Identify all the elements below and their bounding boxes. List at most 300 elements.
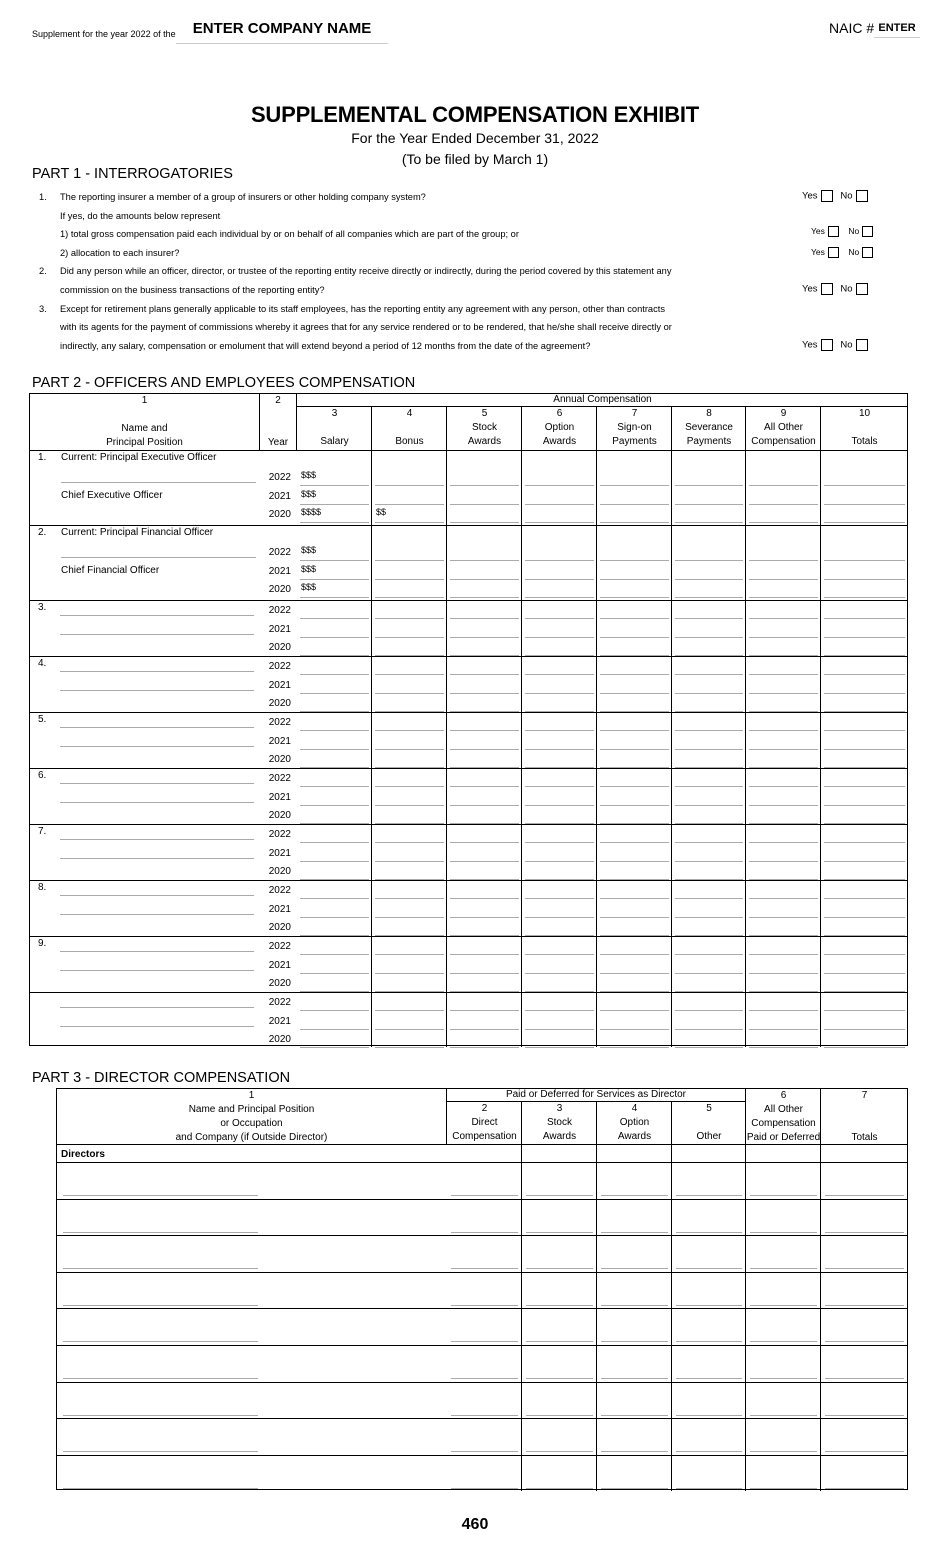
amount-field[interactable] <box>675 1010 743 1011</box>
amount-field[interactable] <box>750 1268 817 1269</box>
amount-field[interactable] <box>676 1305 742 1306</box>
amount-field[interactable] <box>824 637 905 638</box>
amount-field[interactable] <box>300 786 369 787</box>
name-field[interactable] <box>60 895 254 896</box>
amount-field[interactable] <box>600 973 669 974</box>
amount-field[interactable] <box>450 749 519 750</box>
amount-field[interactable] <box>450 674 519 675</box>
amount-field[interactable] <box>525 805 594 806</box>
amount-field[interactable] <box>525 730 594 731</box>
amount-field[interactable] <box>600 485 669 486</box>
q1a-yes-checkbox[interactable] <box>828 226 839 237</box>
amount-field[interactable] <box>749 693 818 694</box>
amount-field[interactable] <box>675 618 743 619</box>
amount-field[interactable] <box>675 504 743 505</box>
amount-field[interactable] <box>450 1047 519 1048</box>
amount-field[interactable] <box>375 823 444 824</box>
amount-field[interactable] <box>450 504 519 505</box>
amount-field[interactable] <box>825 1195 904 1196</box>
amount-field[interactable] <box>824 485 905 486</box>
amount-field[interactable] <box>526 1305 593 1306</box>
amount-field[interactable] <box>450 861 519 862</box>
amount-field[interactable] <box>824 954 905 955</box>
amount-field[interactable] <box>525 1047 594 1048</box>
amount-field[interactable] <box>375 898 444 899</box>
director-name-field[interactable] <box>63 1451 258 1452</box>
amount-field[interactable] <box>375 1010 444 1011</box>
amount-field[interactable] <box>600 879 669 880</box>
amount-field[interactable] <box>825 1415 904 1416</box>
amount-field[interactable] <box>525 1010 594 1011</box>
amount-field[interactable] <box>526 1378 593 1379</box>
amount-field[interactable] <box>600 560 669 561</box>
amount-field[interactable] <box>600 954 669 955</box>
amount-field[interactable] <box>525 991 594 992</box>
amount-field[interactable] <box>450 954 519 955</box>
amount-field[interactable] <box>450 935 519 936</box>
amount-field[interactable] <box>824 730 905 731</box>
amount-field[interactable] <box>300 805 369 806</box>
amount-field[interactable] <box>601 1341 668 1342</box>
amount-field[interactable] <box>749 973 818 974</box>
amount-field[interactable] <box>824 560 905 561</box>
amount-field[interactable] <box>300 1029 369 1030</box>
amount-field[interactable] <box>300 1047 369 1048</box>
name-field[interactable] <box>60 634 254 635</box>
amount-field[interactable] <box>600 767 669 768</box>
amount-field[interactable] <box>525 1029 594 1030</box>
amount-field[interactable] <box>525 637 594 638</box>
amount-field[interactable] <box>675 522 743 523</box>
officer-name-field[interactable] <box>61 557 256 558</box>
amount-field[interactable] <box>750 1488 817 1489</box>
director-name-field[interactable] <box>63 1341 258 1342</box>
amount-field[interactable] <box>675 637 743 638</box>
amount-field[interactable] <box>375 618 444 619</box>
amount-field[interactable] <box>450 973 519 974</box>
amount-field[interactable] <box>824 522 905 523</box>
amount-field[interactable] <box>526 1232 593 1233</box>
amount-field[interactable] <box>525 954 594 955</box>
amount-field[interactable] <box>675 954 743 955</box>
amount-field[interactable] <box>675 597 743 598</box>
amount-field[interactable] <box>525 504 594 505</box>
amount-field[interactable] <box>600 579 669 580</box>
name-field[interactable] <box>60 1026 254 1027</box>
amount-field[interactable] <box>450 767 519 768</box>
amount-field[interactable] <box>375 917 444 918</box>
amount-field[interactable] <box>675 805 743 806</box>
amount-field[interactable] <box>675 1029 743 1030</box>
amount-field[interactable] <box>525 842 594 843</box>
amount-field[interactable] <box>300 597 369 598</box>
amount-field[interactable] <box>300 898 369 899</box>
amount-field[interactable] <box>450 711 519 712</box>
amount-field[interactable] <box>600 711 669 712</box>
amount-field[interactable] <box>825 1488 904 1489</box>
amount-field[interactable] <box>749 597 818 598</box>
amount-field[interactable] <box>824 786 905 787</box>
amount-field[interactable] <box>749 823 818 824</box>
amount-field[interactable] <box>824 898 905 899</box>
amount-field[interactable] <box>600 1029 669 1030</box>
amount-field[interactable] <box>451 1268 518 1269</box>
amount-field[interactable] <box>450 655 519 656</box>
amount-field[interactable] <box>300 1010 369 1011</box>
amount-field[interactable] <box>676 1232 742 1233</box>
amount-field[interactable] <box>375 560 444 561</box>
amount-field[interactable] <box>749 935 818 936</box>
amount-field[interactable] <box>450 693 519 694</box>
amount-field[interactable] <box>675 879 743 880</box>
amount-field[interactable] <box>824 805 905 806</box>
amount-field[interactable] <box>825 1451 904 1452</box>
name-field[interactable] <box>60 783 254 784</box>
amount-field[interactable] <box>675 842 743 843</box>
amount-field[interactable] <box>375 935 444 936</box>
amount-field[interactable] <box>525 522 594 523</box>
amount-field[interactable] <box>450 1010 519 1011</box>
q3-no-checkbox[interactable] <box>856 339 868 351</box>
amount-field[interactable] <box>375 991 444 992</box>
amount-field[interactable] <box>600 823 669 824</box>
amount-field[interactable] <box>749 749 818 750</box>
amount-field[interactable] <box>601 1415 668 1416</box>
amount-field[interactable] <box>450 991 519 992</box>
amount-field[interactable] <box>600 637 669 638</box>
salary-value[interactable]: $$$$ <box>301 507 322 517</box>
amount-field[interactable] <box>825 1268 904 1269</box>
amount-field[interactable] <box>300 579 369 580</box>
amount-field[interactable] <box>375 674 444 675</box>
amount-field[interactable] <box>526 1415 593 1416</box>
director-name-field[interactable] <box>63 1305 258 1306</box>
amount-field[interactable] <box>450 1029 519 1030</box>
amount-field[interactable] <box>749 1047 818 1048</box>
amount-field[interactable] <box>525 693 594 694</box>
name-field[interactable] <box>60 615 254 616</box>
amount-field[interactable] <box>749 485 818 486</box>
amount-field[interactable] <box>375 954 444 955</box>
amount-field[interactable] <box>824 655 905 656</box>
amount-field[interactable] <box>675 823 743 824</box>
amount-field[interactable] <box>601 1305 668 1306</box>
amount-field[interactable] <box>676 1415 742 1416</box>
amount-field[interactable] <box>375 522 444 523</box>
amount-field[interactable] <box>749 842 818 843</box>
amount-field[interactable] <box>824 579 905 580</box>
amount-field[interactable] <box>450 618 519 619</box>
amount-field[interactable] <box>300 693 369 694</box>
salary-value[interactable]: $$$ <box>301 582 317 592</box>
amount-field[interactable] <box>675 655 743 656</box>
amount-field[interactable] <box>749 991 818 992</box>
amount-field[interactable] <box>525 597 594 598</box>
amount-field[interactable] <box>375 693 444 694</box>
name-field[interactable] <box>60 802 254 803</box>
amount-field[interactable] <box>600 991 669 992</box>
amount-field[interactable] <box>824 767 905 768</box>
amount-field[interactable] <box>750 1232 817 1233</box>
amount-field[interactable] <box>300 560 369 561</box>
amount-field[interactable] <box>825 1378 904 1379</box>
amount-field[interactable] <box>750 1341 817 1342</box>
amount-field[interactable] <box>526 1268 593 1269</box>
amount-field[interactable] <box>749 861 818 862</box>
amount-field[interactable] <box>450 579 519 580</box>
amount-field[interactable] <box>375 767 444 768</box>
q1b-no-checkbox[interactable] <box>862 247 873 258</box>
amount-field[interactable] <box>824 823 905 824</box>
amount-field[interactable] <box>824 973 905 974</box>
q1a-no-checkbox[interactable] <box>862 226 873 237</box>
amount-field[interactable] <box>675 861 743 862</box>
amount-field[interactable] <box>450 560 519 561</box>
amount-field[interactable] <box>749 879 818 880</box>
q1-yes-checkbox[interactable] <box>821 190 833 202</box>
amount-field[interactable] <box>676 1378 742 1379</box>
amount-field[interactable] <box>600 618 669 619</box>
amount-field[interactable] <box>749 711 818 712</box>
amount-field[interactable] <box>749 1029 818 1030</box>
amount-field[interactable] <box>824 1029 905 1030</box>
amount-field[interactable] <box>676 1268 742 1269</box>
name-field[interactable] <box>60 839 254 840</box>
amount-field[interactable] <box>600 935 669 936</box>
amount-field[interactable] <box>300 935 369 936</box>
amount-field[interactable] <box>375 579 444 580</box>
amount-field[interactable] <box>824 597 905 598</box>
officer-name-field[interactable] <box>61 482 256 483</box>
name-field[interactable] <box>60 951 254 952</box>
amount-field[interactable] <box>525 655 594 656</box>
amount-field[interactable] <box>675 973 743 974</box>
amount-field[interactable] <box>300 730 369 731</box>
amount-field[interactable] <box>525 674 594 675</box>
amount-field[interactable] <box>375 655 444 656</box>
amount-field[interactable] <box>375 749 444 750</box>
amount-field[interactable] <box>601 1268 668 1269</box>
amount-field[interactable] <box>450 730 519 731</box>
amount-field[interactable] <box>600 504 669 505</box>
amount-field[interactable] <box>451 1305 518 1306</box>
amount-field[interactable] <box>525 935 594 936</box>
amount-field[interactable] <box>526 1195 593 1196</box>
amount-field[interactable] <box>600 842 669 843</box>
amount-field[interactable] <box>451 1488 518 1489</box>
director-name-field[interactable] <box>63 1415 258 1416</box>
amount-field[interactable] <box>675 898 743 899</box>
q2-yes-checkbox[interactable] <box>821 283 833 295</box>
name-field[interactable] <box>60 970 254 971</box>
amount-field[interactable] <box>600 786 669 787</box>
amount-field[interactable] <box>676 1195 742 1196</box>
amount-field[interactable] <box>601 1232 668 1233</box>
amount-field[interactable] <box>600 749 669 750</box>
amount-field[interactable] <box>675 767 743 768</box>
amount-field[interactable] <box>749 786 818 787</box>
amount-field[interactable] <box>450 823 519 824</box>
amount-field[interactable] <box>824 711 905 712</box>
amount-field[interactable] <box>300 991 369 992</box>
amount-field[interactable] <box>750 1451 817 1452</box>
amount-field[interactable] <box>750 1195 817 1196</box>
amount-field[interactable] <box>451 1451 518 1452</box>
amount-field[interactable] <box>825 1305 904 1306</box>
amount-field[interactable] <box>450 805 519 806</box>
amount-field[interactable] <box>675 935 743 936</box>
amount-field[interactable] <box>450 917 519 918</box>
amount-field[interactable] <box>600 597 669 598</box>
director-name-field[interactable] <box>63 1268 258 1269</box>
amount-field[interactable] <box>451 1341 518 1342</box>
amount-field[interactable] <box>675 786 743 787</box>
amount-field[interactable] <box>525 618 594 619</box>
amount-field[interactable] <box>750 1415 817 1416</box>
amount-field[interactable] <box>675 991 743 992</box>
amount-field[interactable] <box>375 879 444 880</box>
amount-field[interactable] <box>375 504 444 505</box>
amount-field[interactable] <box>824 879 905 880</box>
amount-field[interactable] <box>300 749 369 750</box>
q1b-yes-checkbox[interactable] <box>828 247 839 258</box>
amount-field[interactable] <box>300 767 369 768</box>
amount-field[interactable] <box>600 805 669 806</box>
amount-field[interactable] <box>300 504 369 505</box>
amount-field[interactable] <box>749 560 818 561</box>
amount-field[interactable] <box>749 504 818 505</box>
amount-field[interactable] <box>824 1010 905 1011</box>
amount-field[interactable] <box>675 560 743 561</box>
amount-field[interactable] <box>675 674 743 675</box>
amount-field[interactable] <box>676 1341 742 1342</box>
salary-value[interactable]: $$$ <box>301 489 317 499</box>
amount-field[interactable] <box>824 935 905 936</box>
amount-field[interactable] <box>300 618 369 619</box>
amount-field[interactable] <box>676 1451 742 1452</box>
amount-field[interactable] <box>375 485 444 486</box>
amount-field[interactable] <box>600 655 669 656</box>
amount-field[interactable] <box>525 879 594 880</box>
amount-field[interactable] <box>824 861 905 862</box>
amount-field[interactable] <box>375 842 444 843</box>
amount-field[interactable] <box>675 711 743 712</box>
amount-field[interactable] <box>525 579 594 580</box>
amount-field[interactable] <box>749 898 818 899</box>
amount-field[interactable] <box>600 917 669 918</box>
amount-field[interactable] <box>300 861 369 862</box>
amount-field[interactable] <box>450 522 519 523</box>
name-field[interactable] <box>60 746 254 747</box>
director-name-field[interactable] <box>63 1378 258 1379</box>
amount-field[interactable] <box>825 1341 904 1342</box>
amount-field[interactable] <box>300 522 369 523</box>
amount-field[interactable] <box>824 991 905 992</box>
amount-field[interactable] <box>450 786 519 787</box>
company-name-field[interactable]: ENTER COMPANY NAME <box>176 20 388 44</box>
name-field[interactable] <box>60 914 254 915</box>
amount-field[interactable] <box>600 674 669 675</box>
amount-field[interactable] <box>750 1305 817 1306</box>
amount-field[interactable] <box>526 1488 593 1489</box>
amount-field[interactable] <box>300 879 369 880</box>
amount-field[interactable] <box>450 898 519 899</box>
amount-field[interactable] <box>749 674 818 675</box>
amount-field[interactable] <box>824 917 905 918</box>
amount-field[interactable] <box>675 1047 743 1048</box>
amount-field[interactable] <box>300 842 369 843</box>
amount-field[interactable] <box>300 711 369 712</box>
amount-field[interactable] <box>300 637 369 638</box>
amount-field[interactable] <box>451 1232 518 1233</box>
name-field[interactable] <box>60 690 254 691</box>
amount-field[interactable] <box>375 861 444 862</box>
q2-no-checkbox[interactable] <box>856 283 868 295</box>
amount-field[interactable] <box>525 898 594 899</box>
amount-field[interactable] <box>451 1195 518 1196</box>
amount-field[interactable] <box>675 749 743 750</box>
amount-field[interactable] <box>600 693 669 694</box>
naic-field[interactable]: ENTER <box>874 20 920 38</box>
director-name-field[interactable] <box>63 1195 258 1196</box>
amount-field[interactable] <box>375 711 444 712</box>
amount-field[interactable] <box>749 618 818 619</box>
amount-field[interactable] <box>749 767 818 768</box>
amount-field[interactable] <box>526 1451 593 1452</box>
amount-field[interactable] <box>375 973 444 974</box>
amount-field[interactable] <box>676 1488 742 1489</box>
amount-field[interactable] <box>749 1010 818 1011</box>
amount-field[interactable] <box>675 579 743 580</box>
amount-field[interactable] <box>600 730 669 731</box>
amount-field[interactable] <box>300 823 369 824</box>
amount-field[interactable] <box>749 637 818 638</box>
amount-field[interactable] <box>749 655 818 656</box>
amount-field[interactable] <box>825 1232 904 1233</box>
amount-field[interactable] <box>525 917 594 918</box>
amount-field[interactable] <box>451 1378 518 1379</box>
amount-field[interactable] <box>375 805 444 806</box>
amount-field[interactable] <box>601 1488 668 1489</box>
amount-field[interactable] <box>675 730 743 731</box>
amount-field[interactable] <box>525 861 594 862</box>
amount-field[interactable] <box>450 879 519 880</box>
amount-field[interactable] <box>749 917 818 918</box>
amount-field[interactable] <box>525 749 594 750</box>
amount-field[interactable] <box>675 917 743 918</box>
amount-field[interactable] <box>824 674 905 675</box>
amount-field[interactable] <box>824 842 905 843</box>
amount-field[interactable] <box>675 693 743 694</box>
amount-field[interactable] <box>824 504 905 505</box>
amount-field[interactable] <box>300 917 369 918</box>
amount-field[interactable] <box>525 485 594 486</box>
amount-field[interactable] <box>824 1047 905 1048</box>
name-field[interactable] <box>60 858 254 859</box>
amount-field[interactable] <box>300 674 369 675</box>
amount-field[interactable] <box>450 485 519 486</box>
amount-field[interactable] <box>600 1010 669 1011</box>
amount-field[interactable] <box>600 861 669 862</box>
amount-field[interactable] <box>525 823 594 824</box>
name-field[interactable] <box>60 1007 254 1008</box>
name-field[interactable] <box>60 727 254 728</box>
salary-value[interactable]: $$$ <box>301 470 317 480</box>
amount-field[interactable] <box>450 637 519 638</box>
amount-field[interactable] <box>675 485 743 486</box>
amount-field[interactable] <box>824 693 905 694</box>
amount-field[interactable] <box>600 898 669 899</box>
